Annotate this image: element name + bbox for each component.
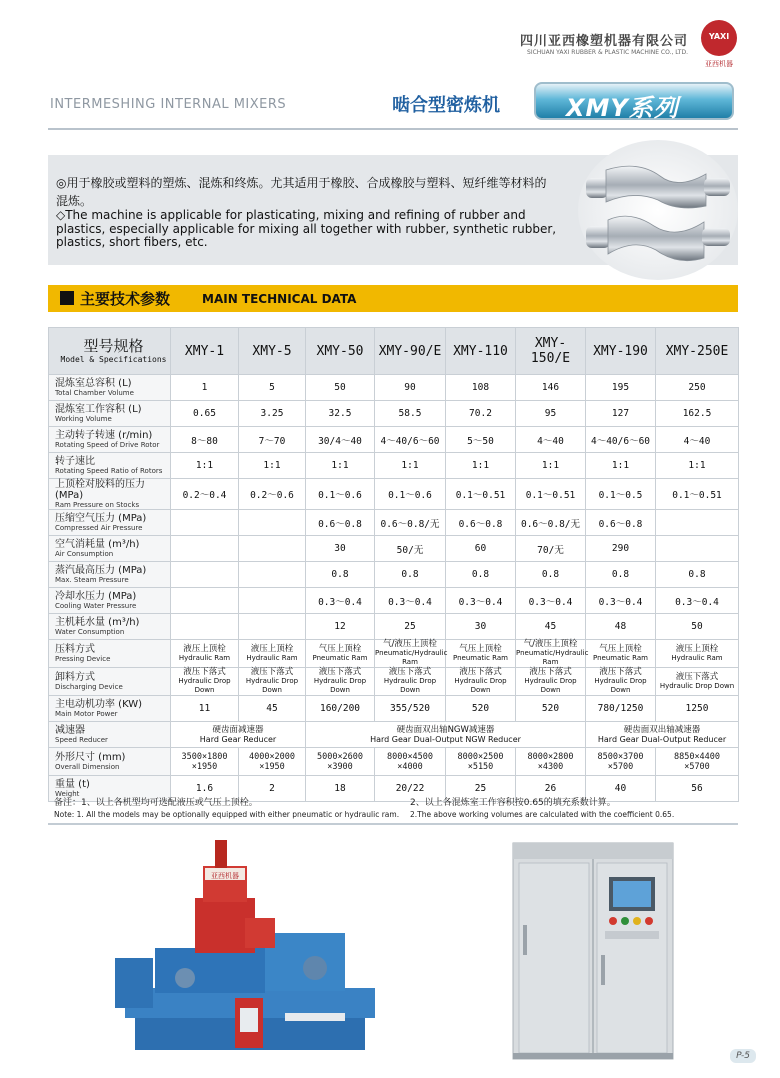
row-label-en: Speed Reducer [55, 736, 108, 744]
cell-cn: 液压下落式 [529, 667, 572, 677]
cell-line: 8850×4400 [673, 751, 721, 762]
cell-en: Hydraulic Drop Down [178, 677, 231, 694]
cell-line: ×4000 [397, 761, 423, 772]
row-label-en: Rotating Speed of Drive Rotor [55, 441, 160, 449]
cell-line: 4000×2000 [248, 751, 296, 762]
row-label [49, 668, 171, 696]
table-cell: 11 [171, 696, 239, 722]
cell-cn: 气压上顶栓 [318, 643, 362, 654]
table-cell [516, 748, 586, 776]
row-label-cn: 减速器 [55, 725, 85, 736]
table-cell: 0.3～0.4 [375, 588, 446, 614]
table-cell: 1:1 [375, 453, 446, 479]
cell-cn: 硬齿面减速器 [212, 724, 264, 735]
mixer-machine-image [95, 838, 377, 1060]
cell-line: 5000×2600 [316, 751, 364, 762]
cell-cn: 硬齿面双出轴减速器 [623, 724, 701, 735]
table-cell: 58.5 [375, 401, 446, 427]
model-header: XMY-1 [171, 328, 239, 375]
table-cell [171, 536, 239, 562]
model-header: XMY-150/E [516, 328, 586, 375]
table-cell: 4～40 [516, 427, 586, 453]
table-cell: 0.6～0.8 [586, 510, 656, 536]
header-label-en: Model & Specifications [60, 355, 167, 364]
table-cell: 90 [375, 375, 446, 401]
table-cell: 0.8 [306, 562, 375, 588]
table-cell: 250 [656, 375, 739, 401]
company-name-cn: 四川亚西橡塑机器有限公司 [519, 34, 688, 49]
cell-line: 8000×4500 [386, 751, 434, 762]
logo-subtitle: 亚西机器 [705, 60, 733, 68]
row-label [49, 614, 171, 640]
row-label-en: Ram Pressure on Stocks [55, 501, 140, 509]
table-row [49, 614, 739, 640]
cell-en: Hard Gear Dual-Output NGW Reducer [370, 734, 521, 744]
cell-cn: 液压下落式 [459, 667, 502, 677]
cell-cn: 液压上顶栓 [183, 643, 226, 654]
row-label [49, 479, 171, 510]
table-cell [656, 536, 739, 562]
table-cell: 4～40/6～60 [375, 427, 446, 453]
table-cell [239, 748, 306, 776]
row-label [49, 748, 171, 776]
table-cell: 108 [446, 375, 516, 401]
table-cell [375, 668, 446, 696]
cell-cn: 气压上顶栓 [599, 643, 642, 654]
row-label-en: Compressed Air Pressure [55, 524, 143, 532]
table-cell: 1:1 [656, 453, 739, 479]
table-cell: 1.6 [171, 776, 239, 802]
row-label [49, 640, 171, 668]
cell-cn: 气/液压上顶栓 [383, 639, 437, 649]
table-cell: 2 [239, 776, 306, 802]
cell-en: Pneumatic/Hydraulic Ram [375, 649, 448, 666]
table-cell [239, 640, 306, 668]
table-cell: 32.5 [306, 401, 375, 427]
table-row-dimension [49, 748, 739, 776]
row-label-en: Max. Steam Pressure [55, 576, 129, 584]
table-cell: 4～40 [656, 427, 739, 453]
cell-line: ×3900 [327, 761, 353, 772]
table-cell: 20/22 [375, 776, 446, 802]
table-cell: 0.1～0.6 [375, 479, 446, 510]
note-1 [54, 798, 399, 820]
model-header: XMY-110 [446, 328, 516, 375]
table-cell: 1:1 [306, 453, 375, 479]
table-cell [171, 562, 239, 588]
cell-cn: 气压上顶栓 [459, 643, 502, 654]
company-logo [698, 20, 740, 72]
cell-cn: 液压下落式 [675, 671, 719, 682]
table-cell [306, 668, 375, 696]
row-label-en: Main Motor Power [55, 710, 118, 718]
table-header-label [49, 328, 171, 375]
row-label [49, 375, 171, 401]
table-cell: 45 [239, 696, 306, 722]
table-cell [516, 639, 589, 668]
table-cell: 0.1～0.51 [516, 479, 586, 510]
table-cell: 7～70 [239, 427, 306, 453]
row-label [49, 562, 171, 588]
note-2-cn: 2、以上各混炼室工作容积按0.65的填充系数计算。 [410, 798, 616, 808]
series-title: XMY系列 [566, 94, 679, 122]
table-cell: 1:1 [586, 453, 656, 479]
table-row [49, 427, 739, 453]
table-row-motor [49, 696, 739, 722]
table-cell: 4～40/6～60 [586, 427, 656, 453]
machine-sign: 亚西机器 [211, 872, 239, 880]
row-label-en: Discharging Device [55, 683, 123, 691]
table-cell: 0.8 [375, 562, 446, 588]
table-cell: 0.3～0.4 [516, 588, 586, 614]
model-header: XMY-190 [586, 328, 656, 375]
table-cell: 48 [586, 614, 656, 640]
cell-cn: 液压下落式 [183, 667, 226, 677]
table-cell [239, 668, 306, 696]
table-cell [171, 588, 239, 614]
table-cell [239, 562, 306, 588]
note-1-en: Note: 1. All the models may be optionally equipped with either pneumatic or hydraulic ram. [54, 810, 400, 819]
cell-cn: 液压上顶栓 [675, 643, 719, 654]
table-cell: 0.6～0.8 [446, 510, 516, 536]
table-cell [171, 614, 239, 640]
logo-emblem-icon [701, 20, 737, 56]
table-cell: 5 [239, 375, 306, 401]
header-divider [48, 128, 738, 130]
section-square-icon [60, 291, 74, 305]
table-cell: 56 [656, 776, 739, 802]
table-row-reducer [49, 722, 739, 748]
cell-cn: 硬齿面双出轴NGW减速器 [396, 724, 495, 735]
section-title-en: MAIN TECHNICAL DATA [202, 292, 357, 306]
table-cell: 0.65 [171, 401, 239, 427]
cell-en: Hydraulic Drop Down [659, 681, 735, 690]
table-cell: 40 [586, 776, 656, 802]
table-row [49, 510, 739, 536]
table-row [49, 562, 739, 588]
table-cell: 195 [586, 375, 656, 401]
model-header: XMY-250E [656, 328, 739, 375]
table-cell: 50/无 [375, 536, 446, 562]
table-cell: 70/无 [516, 536, 586, 562]
row-label-cn: 主机耗水量 (m³/h) [55, 617, 140, 628]
table-row [49, 453, 739, 479]
row-label-en: Rotating Speed Ratio of Rotors [55, 467, 163, 475]
table-cell [586, 668, 656, 696]
category-title-en: INTERMESHING INTERNAL MIXERS [50, 97, 287, 112]
intro-text-cn: ◎用于橡胶或塑料的塑炼、混炼和终炼。尤其适用于橡胶、合成橡胶与塑料、短纤维等材料的混炼。 [56, 176, 547, 208]
cell-en: Hydraulic Ram [671, 653, 723, 662]
cell-en: Pneumatic/Hydraulic Ram [516, 649, 589, 666]
model-header: XMY-50 [306, 328, 375, 375]
table-cell [446, 748, 516, 776]
cell-en: Pneumatic Ram [453, 653, 508, 662]
table-cell: 1:1 [171, 453, 239, 479]
row-label-en: Overall Dimension [55, 763, 120, 771]
cell-en: Pneumatic Ram [593, 653, 648, 662]
cell-en: Hydraulic Drop Down [524, 677, 577, 694]
row-label-cn: 转子速比 [55, 456, 95, 467]
row-label-cn: 蒸汽最高压力 (MPa) [55, 565, 147, 576]
table-cell: 30/4～40 [306, 427, 375, 453]
table-cell: 5～50 [446, 427, 516, 453]
table-cell: 780/1250 [586, 696, 656, 722]
row-label-en: Water Consumption [55, 628, 125, 636]
cell-line: ×4300 [537, 761, 564, 772]
row-label-cn: 空气消耗量 (m³/h) [55, 539, 140, 550]
row-label-en: Cooling Water Pressure [55, 602, 137, 610]
row-label [49, 427, 171, 453]
table-cell [446, 640, 516, 668]
row-label-en: Pressing Device [55, 655, 111, 663]
row-label [49, 453, 171, 479]
table-row-pressing [49, 640, 739, 668]
cell-cn: 液压下落式 [318, 667, 362, 677]
table-cell: 18 [306, 776, 375, 802]
model-header: XMY-90/E [375, 328, 446, 375]
table-cell: 1250 [656, 696, 739, 722]
table-cell: 60 [446, 536, 516, 562]
table-cell [516, 668, 586, 696]
table-cell: 0.6～0.8/无 [375, 510, 446, 536]
cell-line: ×5700 [684, 761, 710, 772]
model-header: XMY-5 [239, 328, 306, 375]
cell-en: Hydraulic Ram [246, 653, 298, 662]
table-cell [171, 640, 239, 668]
row-label-cn: 外形尺寸 (mm) [55, 752, 126, 763]
table-cell [656, 668, 739, 696]
table-cell: 0.6～0.8 [306, 510, 375, 536]
table-row [49, 375, 739, 401]
table-cell [446, 668, 516, 696]
table-cell: 12 [306, 614, 375, 640]
row-label-en: Working Volume [55, 415, 112, 423]
company-name-en: SICHUAN YAXI RUBBER & PLASTIC MACHINE CO., LTD. [527, 49, 688, 56]
control-cabinet-image [505, 835, 685, 1065]
cell-en: Hydraulic Drop Down [594, 677, 647, 694]
row-label-en: Weight [55, 790, 80, 798]
table-cell: 355/520 [375, 696, 446, 722]
intro-text-en: ◇The machine is applicable for plasticating, mixing and refining of rubber and plastics, especially applicable for mixing all together with rubber, synthetic rubber, plastics, short fibers, etc. [56, 208, 557, 249]
page-number: P-5 [730, 1049, 756, 1063]
table-cell-merged [306, 722, 586, 748]
cell-cn: 液压下落式 [250, 667, 294, 677]
row-label-cn: 压料方式 [55, 644, 95, 655]
cell-en: Hard Gear Reducer [199, 734, 277, 744]
row-label [49, 536, 171, 562]
table-cell [586, 640, 656, 668]
table-cell: 146 [516, 375, 586, 401]
series-badge [534, 82, 734, 120]
table-cell: 290 [586, 536, 656, 562]
table-row [49, 536, 739, 562]
cell-en: Hydraulic Drop Down [454, 677, 507, 694]
row-label-cn: 重量 (t) [55, 779, 90, 790]
cell-line: ×1950 [191, 761, 218, 772]
row-label [49, 510, 171, 536]
table-row [49, 479, 739, 510]
table-header-row [49, 328, 739, 375]
table-cell: 0.3～0.4 [446, 588, 516, 614]
table-cell-merged [586, 722, 739, 748]
table-cell: 0.8 [656, 562, 739, 588]
cell-line: 8500×3700 [597, 751, 644, 762]
table-cell [171, 510, 239, 536]
table-cell: 95 [516, 401, 586, 427]
row-label-cn: 混炼室总容积 (L) [55, 378, 132, 389]
table-cell: 0.1～0.51 [656, 479, 739, 510]
table-cell: 0.8 [586, 562, 656, 588]
cell-en: Hydraulic Drop Down [383, 677, 437, 694]
category-title-cn: 啮合型密炼机 [392, 95, 500, 116]
table-cell: 0.3～0.4 [306, 588, 375, 614]
table-cell [306, 640, 375, 668]
cell-line: ×5150 [467, 761, 494, 772]
cell-cn: 气/液压上顶栓 [523, 639, 578, 649]
table-cell: 26 [516, 776, 586, 802]
table-cell: 127 [586, 401, 656, 427]
row-label [49, 696, 171, 722]
table-cell [171, 668, 239, 696]
row-label-cn: 主动转子转速 (r/min) [55, 430, 153, 441]
row-label-cn: 混炼室工作容积 (L) [55, 404, 142, 415]
spec-table [48, 327, 739, 802]
table-cell: 50 [306, 375, 375, 401]
table-cell [586, 748, 656, 776]
table-cell: 0.3～0.4 [656, 588, 739, 614]
cell-en: Pneumatic Ram [312, 653, 368, 662]
table-row-discharging [49, 668, 739, 696]
table-cell: 0.3～0.4 [586, 588, 656, 614]
table-cell: 45 [516, 614, 586, 640]
cell-line: ×1950 [259, 761, 285, 772]
table-cell: 0.8 [516, 562, 586, 588]
table-cell [656, 510, 739, 536]
cell-en: Hydraulic Drop Down [245, 677, 299, 694]
table-cell [375, 640, 446, 668]
row-label-en: Air Consumption [55, 550, 114, 558]
table-cell: 8～80 [171, 427, 239, 453]
table-cell: 0.1～0.5 [586, 479, 656, 510]
table-cell [239, 510, 306, 536]
table-cell [171, 748, 239, 776]
table-cell [375, 748, 446, 776]
note-2 [410, 798, 674, 820]
row-label-cn: 主电动机功率 (KW) [55, 699, 143, 710]
table-cell: 160/200 [306, 696, 375, 722]
table-cell: 520 [516, 696, 586, 722]
table-cell: 0.6～0.8/无 [516, 510, 586, 536]
header-label-cn: 型号规格 [83, 337, 144, 355]
cell-en: Hard Gear Dual-Output Reducer [597, 734, 727, 744]
row-label [49, 722, 171, 748]
cell-en: Hydraulic Drop Down [313, 677, 367, 694]
table-cell: 70.2 [446, 401, 516, 427]
row-label-en: Total Chamber Volume [55, 389, 134, 397]
cell-line: 3500×1800 [181, 751, 228, 762]
table-cell [239, 614, 306, 640]
row-label [49, 401, 171, 427]
cell-line: 8000×2500 [457, 751, 504, 762]
row-label-cn: 冷却水压力 (MPa) [55, 591, 137, 602]
section-title-cn: 主要技术参数 [80, 290, 171, 308]
cell-line: ×5700 [607, 761, 634, 772]
table-cell-merged [171, 722, 306, 748]
logo-text: YAXI [708, 32, 730, 41]
table-cell: 1:1 [446, 453, 516, 479]
table-cell: 0.2～0.6 [239, 479, 306, 510]
table-cell [239, 536, 306, 562]
table-cell: 30 [306, 536, 375, 562]
table-cell: 30 [446, 614, 516, 640]
note-2-en: 2.The above working volumes are calculated with the coefficient 0.65. [410, 810, 675, 819]
note-1-cn: 备注：1、以上各机型均可选配液压或气压上顶栓。 [54, 798, 258, 808]
table-cell: 25 [446, 776, 516, 802]
cell-en: Hydraulic Ram [178, 653, 231, 662]
cell-cn: 液压下落式 [388, 667, 432, 677]
cell-line: 8000×2800 [527, 751, 574, 762]
row-label [49, 588, 171, 614]
table-cell [656, 640, 739, 668]
table-row [49, 588, 739, 614]
table-cell: 50 [656, 614, 739, 640]
cell-cn: 液压上顶栓 [250, 643, 294, 654]
table-row [49, 401, 739, 427]
table-cell: 1:1 [239, 453, 306, 479]
table-cell: 25 [375, 614, 446, 640]
row-label-cn: 压缩空气压力 (MPa) [55, 513, 147, 524]
rotor-image [578, 140, 738, 280]
table-cell: 1:1 [516, 453, 586, 479]
table-cell: 0.1～0.51 [446, 479, 516, 510]
table-cell: 162.5 [656, 401, 739, 427]
table-cell: 0.8 [446, 562, 516, 588]
table-cell: 1 [171, 375, 239, 401]
table-cell: 0.2～0.4 [171, 479, 239, 510]
row-label-cn: 上顶栓对胶料的压力 (MPa) [55, 479, 145, 501]
notes-divider [48, 823, 738, 825]
table-cell [306, 748, 375, 776]
table-cell [239, 588, 306, 614]
table-cell: 520 [446, 696, 516, 722]
cell-cn: 液压下落式 [599, 667, 642, 677]
table-cell: 0.1～0.6 [306, 479, 375, 510]
table-cell: 3.25 [239, 401, 306, 427]
table-cell [656, 748, 739, 776]
row-label-cn: 卸料方式 [55, 672, 95, 683]
